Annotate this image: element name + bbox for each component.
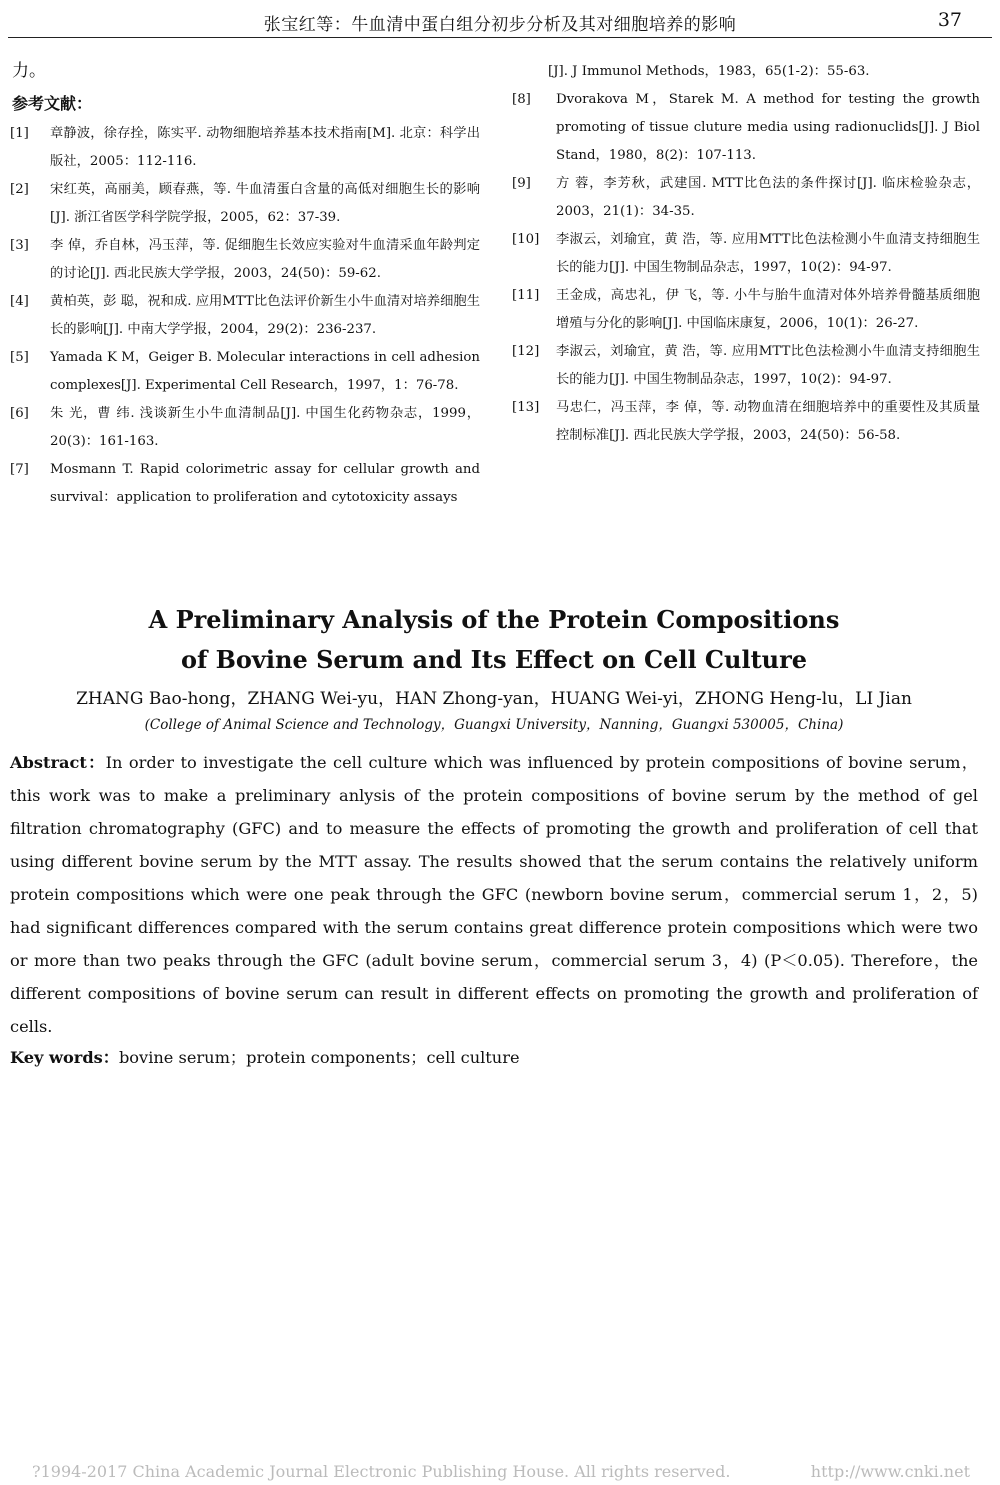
english-title-line-2: of Bovine Serum and Its Effect on Cell Culture (180, 645, 808, 674)
publisher-url: http://www.cnki.net (810, 1462, 970, 1481)
reference-item (10, 288, 480, 344)
reference-text: Yamada K M，Geiger B. Molecular interactions in cell adhesion complexes[J]. Experimental Cell Research，1997，1：76-78. (50, 350, 480, 393)
reference-number: [3] (10, 238, 29, 253)
references-heading: 参考文献： (12, 94, 93, 113)
page-number: 37 (937, 9, 962, 31)
reference-item (10, 232, 480, 288)
reference-text: 黄柏英，彭 聪，祝和成. 应用MTT比色法评价新生小牛血清对培养细胞生长的影响[J]. 中南大学学报，2004，29(2)：236-237. (50, 294, 480, 337)
reference-item (512, 170, 980, 226)
reference-item (512, 86, 980, 170)
reference-text: Mosmann T. Rapid colorimetric assay for cellular growth and survival：application to proliferation and cytotoxicity assays (50, 462, 480, 505)
reference-continuation (512, 58, 980, 86)
reference-text: 李淑云，刘瑜宜，黄 浩，等. 应用MTT比色法检测小牛血清支持细胞生长的能力[J]. 中国生物制品杂志，1997，10(2)：94-97. (556, 344, 980, 387)
reference-continuation-text: [J]. J Immunol Methods，1983，65(1-2)：55-63. (548, 64, 870, 79)
reference-text: 王金成，高忠礼，伊 飞，等. 小牛与胎牛血清对体外培养骨髓基质细胞增殖与分化的影响[J]. 中国临床康复，2006，10(1)：26-27. (556, 288, 980, 331)
english-title-line-1: A Preliminary Analysis of the Protein Compositions (148, 605, 840, 634)
reference-number: [6] (10, 406, 29, 421)
english-abstract-section (10, 600, 978, 1073)
running-title: 张宝红等：牛血清中蛋白组分初步分析及其对细胞培养的影响 (263, 15, 737, 35)
reference-number: [4] (10, 294, 29, 309)
page-footer (32, 1462, 970, 1481)
reference-number: [12] (512, 344, 540, 359)
reference-text: 马忠仁，冯玉萍，李 倬，等. 动物血清在细胞培养中的重要性及其质量控制标准[J]. 西北民族大学学报，2003，24(50)：56-58. (556, 400, 980, 443)
english-affiliation: (College of Animal Science and Technology，Guangxi University，Nanning，Guangxi 530005，China) (144, 717, 844, 733)
header-rule (8, 37, 992, 38)
reference-number: [13] (512, 400, 540, 415)
reference-number: [10] (512, 232, 540, 247)
reference-number: [1] (10, 126, 29, 141)
continuation-text: 力。 (12, 61, 46, 81)
reference-item (10, 344, 480, 400)
reference-number: [7] (10, 462, 29, 477)
reference-item (10, 456, 480, 512)
right-column (512, 58, 980, 450)
reference-text: 方 蓉，李芳秋，武建国. MTT比色法的条件探讨[J]. 临床检验杂志，2003，21(1)：34-35. (556, 176, 980, 219)
page-header (0, 0, 1000, 36)
reference-number: [11] (512, 288, 540, 303)
copyright-notice: ?1994-2017 China Academic Journal Electronic Publishing House. All rights reserved. (32, 1462, 731, 1481)
left-column (10, 58, 480, 512)
reference-number: [5] (10, 350, 29, 365)
reference-item (512, 394, 980, 450)
abstract-label: Abstract： (10, 753, 106, 772)
reference-item (512, 338, 980, 394)
reference-number: [8] (512, 92, 531, 107)
reference-item (512, 226, 980, 282)
reference-text: 章静波，徐存拴，陈实平. 动物细胞培养基本技术指南[M]. 北京：科学出版社，2005：112-116. (50, 126, 480, 169)
reference-number: [9] (512, 176, 531, 191)
reference-text: 朱 光，曹 纬. 浅谈新生小牛血清制品[J]. 中国生化药物杂志，1999，20(3)：161-163. (50, 406, 480, 449)
reference-item (512, 282, 980, 338)
reference-number: [2] (10, 182, 29, 197)
reference-item (10, 176, 480, 232)
reference-item (10, 120, 480, 176)
keywords-paragraph (10, 1043, 978, 1073)
reference-text: Dvorakova M，Starek M. A method for testing the growth promoting of tissue cluture media using radionuclids[J]. J Biol Stand，1980，8(2)：107-113. (556, 92, 980, 163)
abstract-text: In order to investigate the cell culture which was influenced by protein compositions of bovine serum，this work was to make a preliminary anlysis of the protein compositions of bovine serum by the method of gel filtration chromatography (GFC) and to measure the effects of promoting the growth and proliferation of cell that using different bovine serum by the MTT assay. The results showed that the serum contains the relatively uniform protein compositions which were one peak through the GFC (newborn bovine serum，commercial serum 1，2，5) had significant differences compared with the serum contains great difference protein compositions which were two or more than two peaks through the GFC (adult bovine serum，commercial serum 3，4) (P＜0.05). Therefore，the different compositions of bovine serum can result in different effects on promoting the growth and proliferation of cells. (10, 753, 978, 1036)
keywords-label: Key words： (10, 1048, 119, 1067)
reference-text: 李 倬，乔自林，冯玉萍，等. 促细胞生长效应实验对牛血清采血年龄判定的讨论[J]. 西北民族大学学报，2003，24(50)：59-62. (50, 238, 480, 281)
abstract-paragraph (10, 746, 978, 1043)
keywords-text: bovine serum；protein components；cell culture (118, 1048, 520, 1067)
reference-item (10, 400, 480, 456)
reference-text: 李淑云，刘瑜宜，黄 浩，等. 应用MTT比色法检测小牛血清支持细胞生长的能力[J]. 中国生物制品杂志，1997，10(2)：94-97. (556, 232, 980, 275)
reference-text: 宋红英，高丽美，顾春燕，等. 牛血清蛋白含量的高低对细胞生长的影响[J]. 浙江省医学科学院学报，2005，62：37-39. (50, 182, 480, 225)
english-authors: ZHANG Bao-hong，ZHANG Wei-yu，HAN Zhong-yan，HUANG Wei-yi，ZHONG Heng-lu，LI Jian (76, 689, 912, 709)
